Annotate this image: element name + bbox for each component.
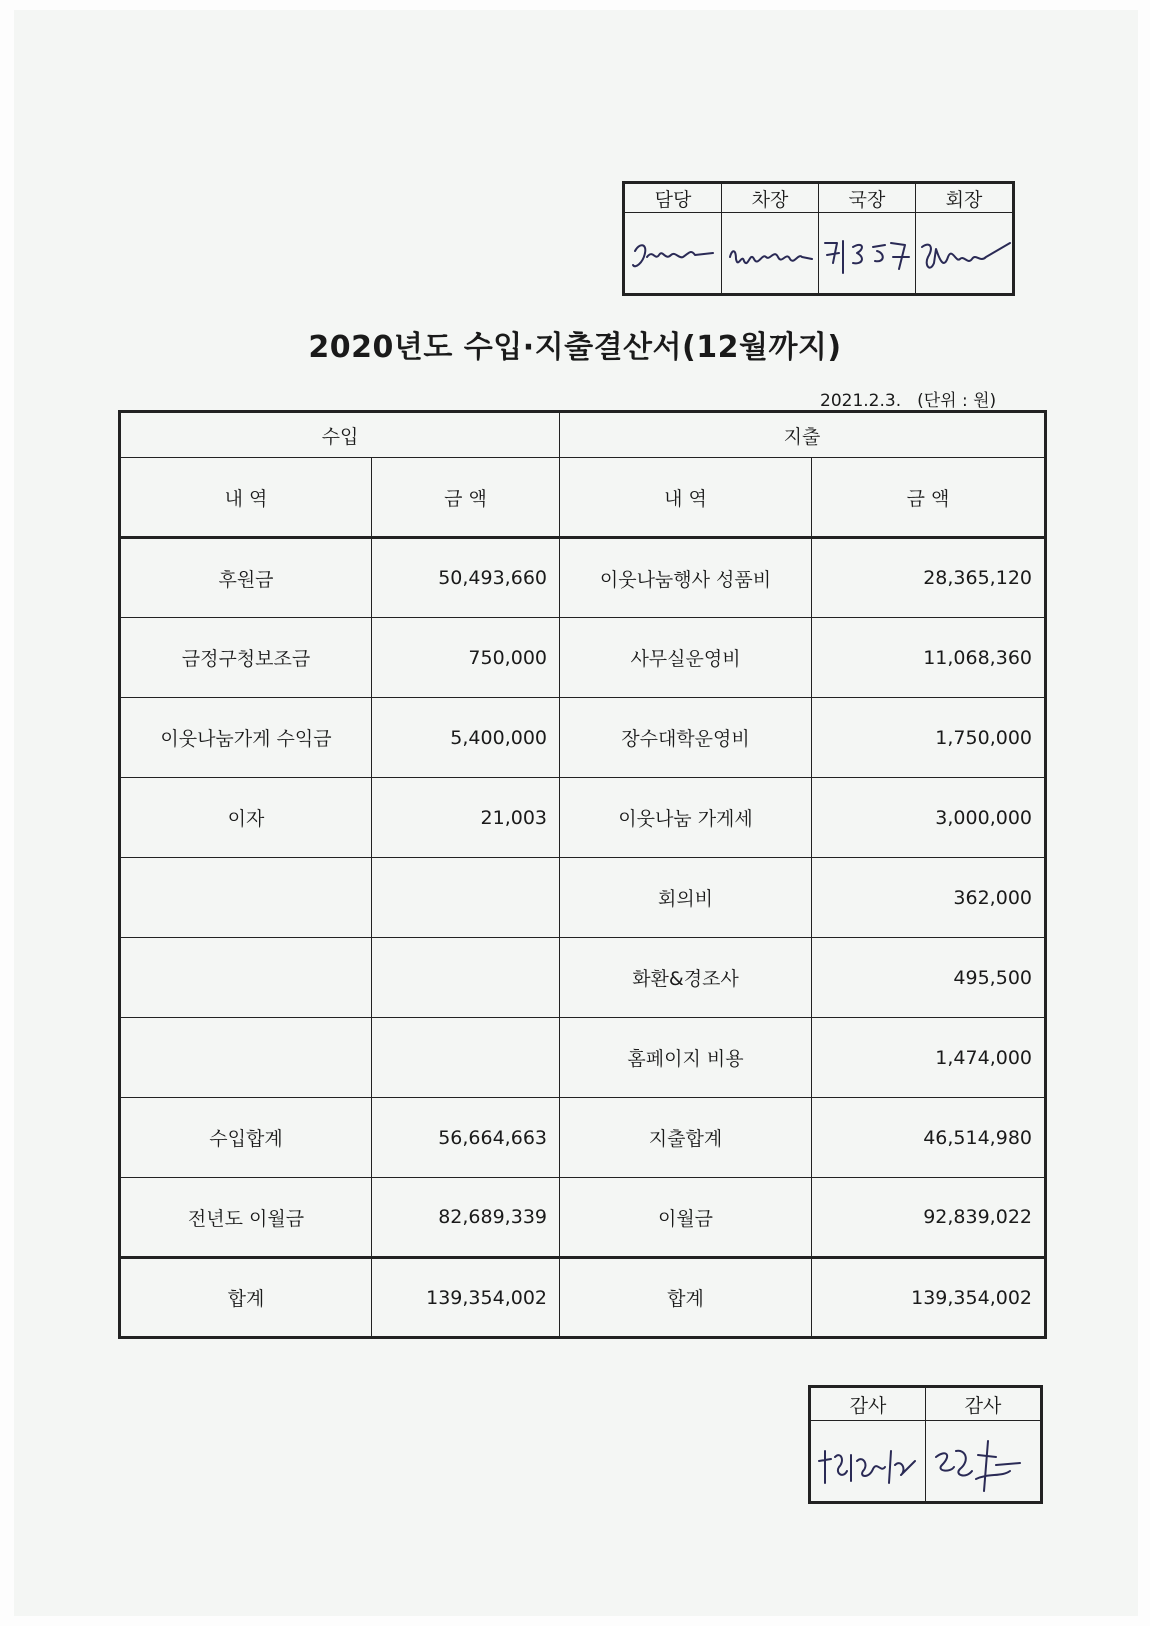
document-title: 2020년도 수입·지출결산서(12월까지)	[308, 330, 842, 365]
document-meta	[820, 386, 996, 411]
expense-amount: 11,068,360	[812, 618, 1046, 698]
expense-item: 이웃나눔 가게세	[560, 778, 812, 858]
income-item	[120, 1018, 372, 1098]
table-row	[120, 938, 1046, 1018]
expense-item: 화환&경조사	[560, 938, 812, 1018]
income-item: 이자	[120, 778, 372, 858]
income-item	[120, 938, 372, 1018]
expense-item: 홈페이지 비용	[560, 1018, 812, 1098]
expense-amount: 362,000	[812, 858, 1046, 938]
expense-amount: 92,839,022	[812, 1178, 1046, 1258]
table-row	[120, 618, 1046, 698]
table-row	[120, 858, 1046, 938]
income-item	[120, 858, 372, 938]
income-amount: 5,400,000	[372, 698, 560, 778]
income-amount: 21,003	[372, 778, 560, 858]
income-item: 이웃나눔가게 수익금	[120, 698, 372, 778]
income-item: 수입합계	[120, 1098, 372, 1178]
signature-auditor-1	[810, 1421, 926, 1503]
expense-item: 이웃나눔행사 성품비	[560, 538, 812, 618]
audit-header-2: 감사	[926, 1387, 1042, 1421]
expense-amount: 3,000,000	[812, 778, 1046, 858]
settlement-table	[118, 410, 1047, 1339]
table-row	[120, 778, 1046, 858]
table-row	[120, 698, 1046, 778]
expense-amount: 495,500	[812, 938, 1046, 1018]
approval-header-staff: 담당	[624, 183, 722, 213]
approval-header-director: 국장	[819, 183, 916, 213]
expense-item: 사무실운영비	[560, 618, 812, 698]
income-amount: 82,689,339	[372, 1178, 560, 1258]
expense-item: 지출합계	[560, 1098, 812, 1178]
income-item: 금정구청보조금	[120, 618, 372, 698]
expense-item: 장수대학운영비	[560, 698, 812, 778]
expense-section-header: 지출	[560, 412, 1046, 458]
signature-auditor-2	[926, 1421, 1042, 1503]
signature-director	[819, 213, 916, 295]
income-item: 전년도 이월금	[120, 1178, 372, 1258]
expense-item: 이월금	[560, 1178, 812, 1258]
table-row	[120, 538, 1046, 618]
income-amount: 139,354,002	[372, 1258, 560, 1338]
expense-amount-header: 금 액	[812, 458, 1046, 538]
expense-amount: 1,750,000	[812, 698, 1046, 778]
income-item: 후원금	[120, 538, 372, 618]
income-item-header: 내 역	[120, 458, 372, 538]
audit-box	[808, 1385, 1043, 1504]
grand-total-row	[120, 1258, 1046, 1338]
income-item: 합계	[120, 1258, 372, 1338]
income-amount	[372, 1018, 560, 1098]
income-amount: 750,000	[372, 618, 560, 698]
income-amount	[372, 858, 560, 938]
approval-header-chairman: 회장	[916, 183, 1014, 213]
document-date: 2021.2.3.	[820, 391, 902, 411]
expense-amount: 28,365,120	[812, 538, 1046, 618]
signature-staff	[624, 213, 722, 295]
subtotal-row	[120, 1098, 1046, 1178]
income-amount	[372, 938, 560, 1018]
carryover-row	[120, 1178, 1046, 1258]
income-amount: 50,493,660	[372, 538, 560, 618]
currency-unit: (단위 : 원)	[917, 391, 997, 411]
audit-header-1: 감사	[810, 1387, 926, 1421]
table-row	[120, 1018, 1046, 1098]
signature-deputy	[722, 213, 819, 295]
expense-item: 합계	[560, 1258, 812, 1338]
income-amount: 56,664,663	[372, 1098, 560, 1178]
expense-item: 회의비	[560, 858, 812, 938]
expense-amount: 139,354,002	[812, 1258, 1046, 1338]
expense-amount: 46,514,980	[812, 1098, 1046, 1178]
income-section-header: 수입	[120, 412, 560, 458]
approval-box	[622, 181, 1015, 296]
signature-chairman	[916, 213, 1014, 295]
expense-amount: 1,474,000	[812, 1018, 1046, 1098]
income-amount-header: 금 액	[372, 458, 560, 538]
approval-header-deputy: 차장	[722, 183, 819, 213]
expense-item-header: 내 역	[560, 458, 812, 538]
